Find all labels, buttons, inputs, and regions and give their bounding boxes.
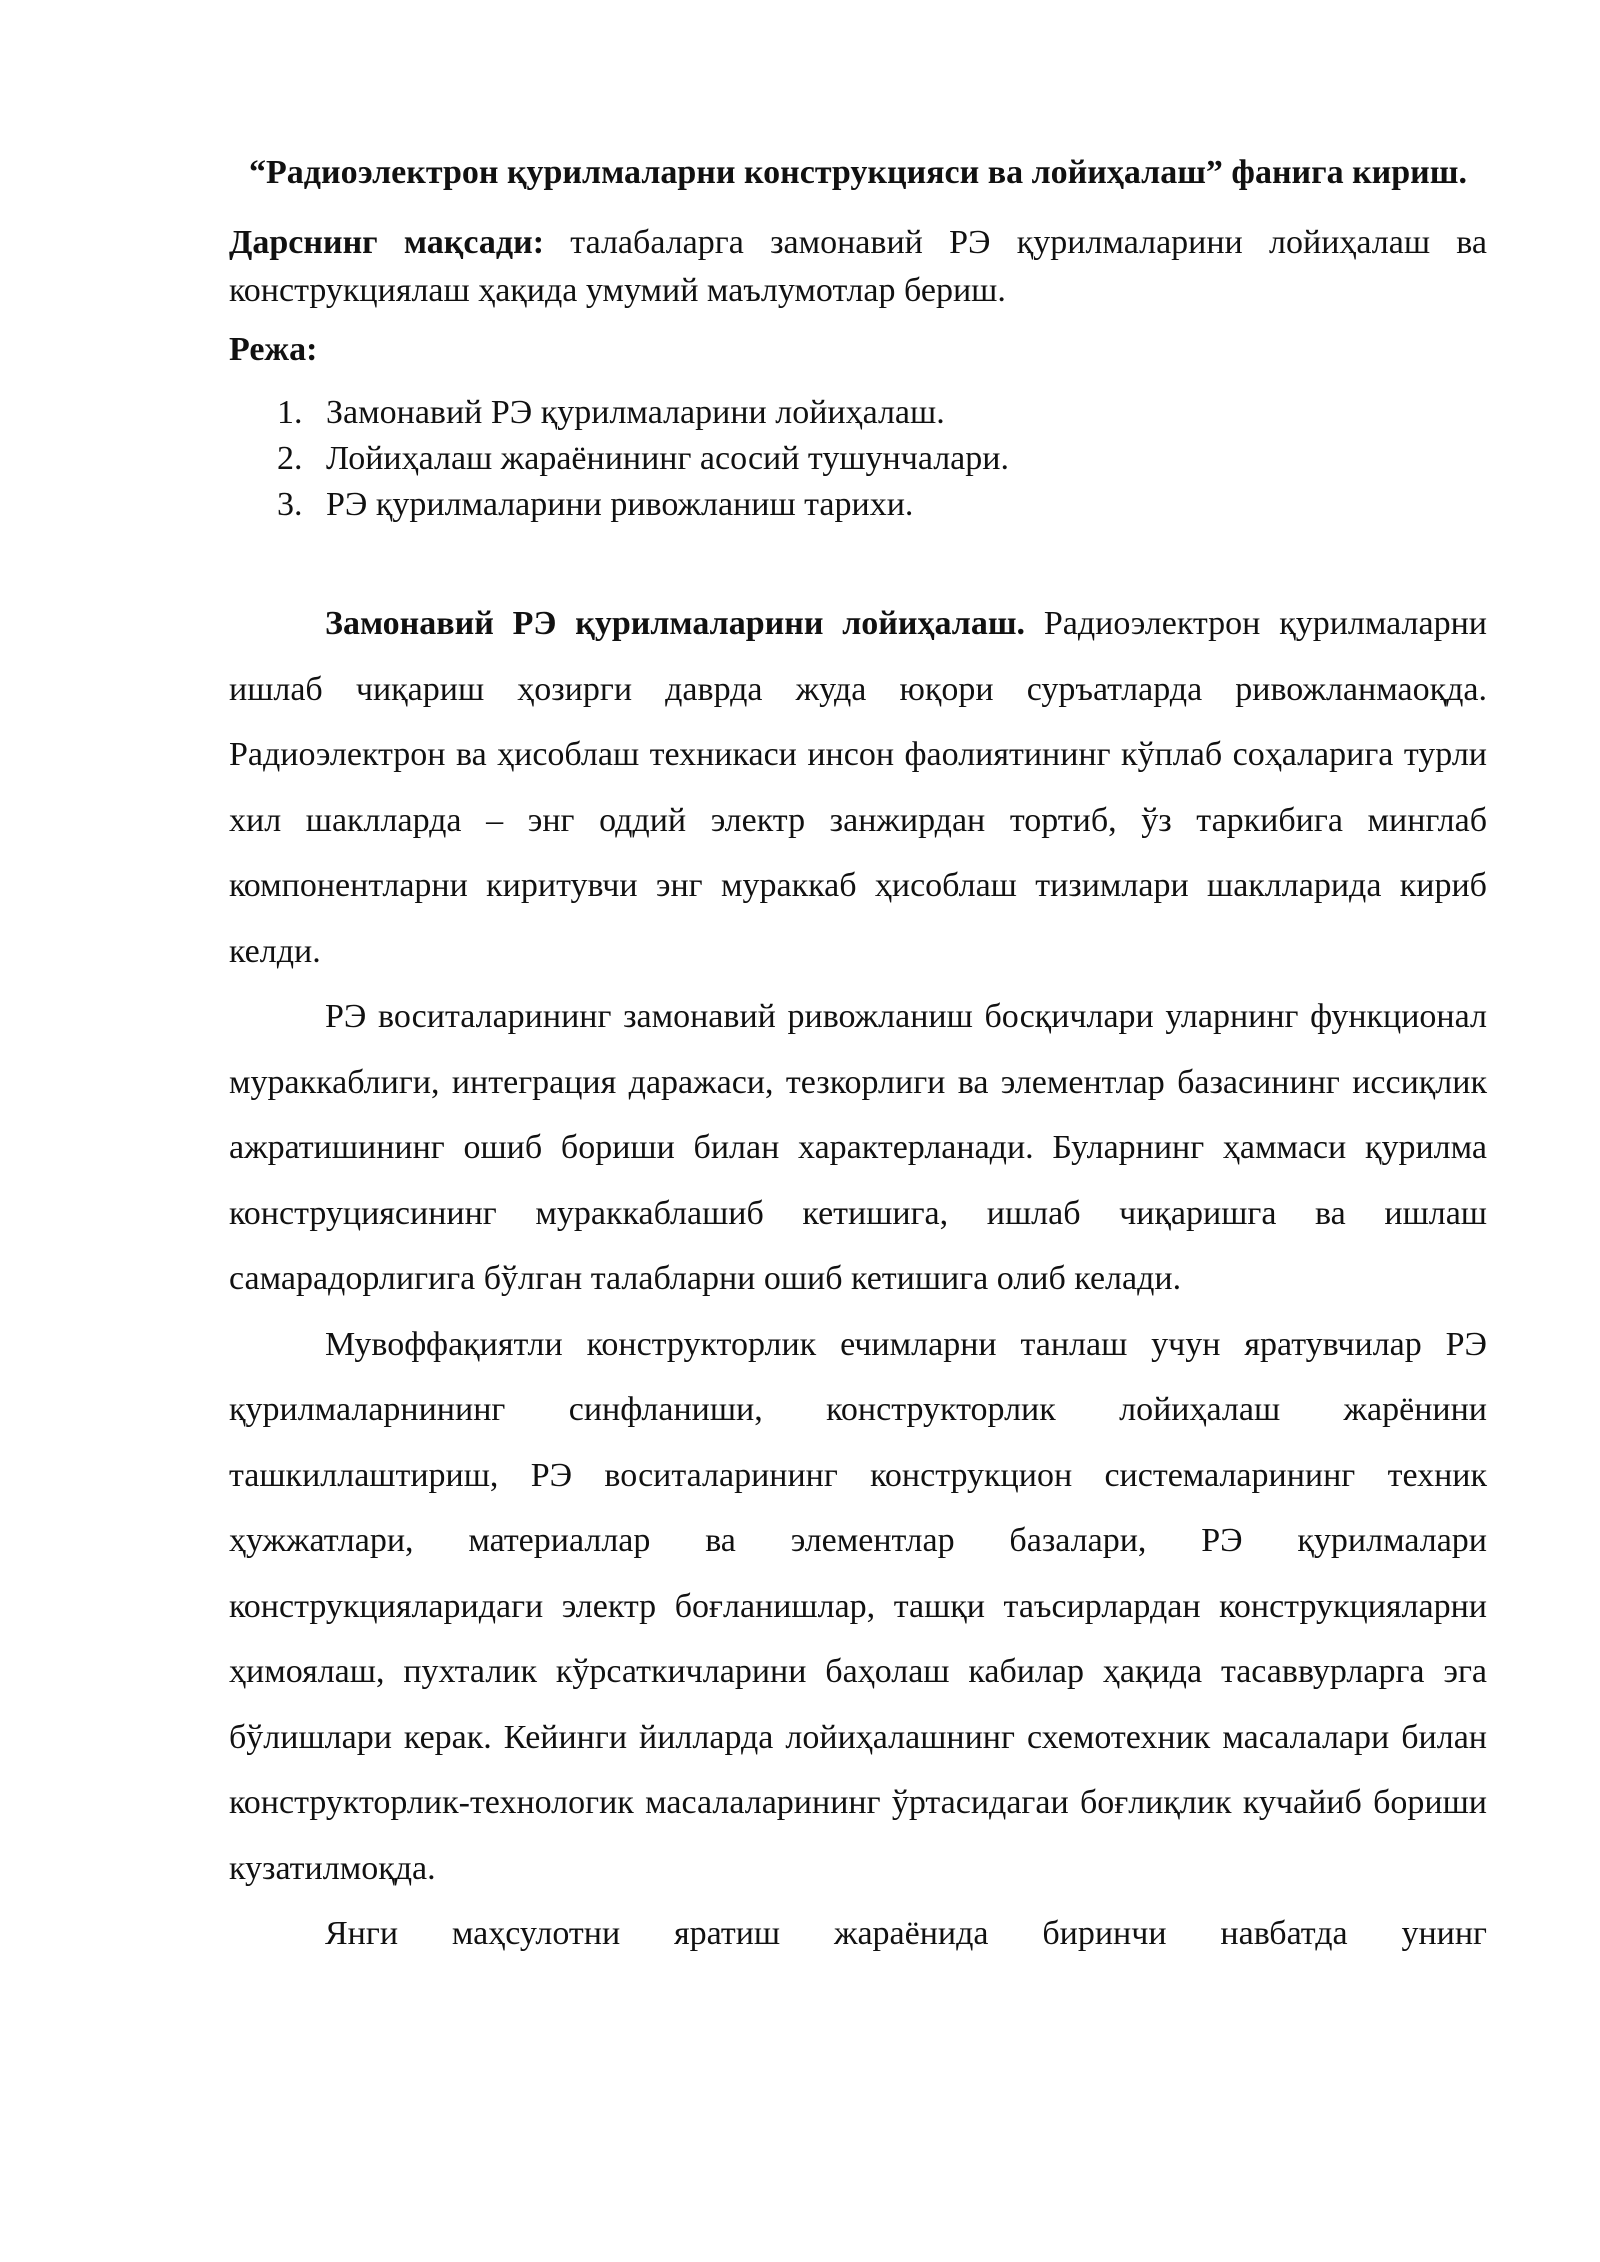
document-page: [229, 150, 1487, 1967]
plan-item: [229, 436, 1487, 482]
paragraph: [229, 1901, 1487, 1967]
paragraph-text: Радиоэлектрон қурилмаларни ишлаб чиқариш ҳозирги даврда жуда юқори суръатларда ривожланмаоқда. Радиоэлектрон ва ҳисоблаш техникаси инсон фаолиятининг кўплаб соҳаларига турли хил шаклларда – энг оддий электр занжирдан тортиб, ўз таркибига минглаб компонентларни киритувчи энг мураккаб ҳисоблаш тизимлари шаклларида кириб келди.: [229, 605, 1487, 970]
plan-item-text: Лойиҳалаш жараёнининг асосий тушунчалари.: [326, 440, 1009, 477]
paragraph: [229, 984, 1487, 1312]
paragraph-text: Мувоффақиятли конструкторлик ечимларни танлаш учун яратувчилар РЭ қурилмаларнининг синфланиши, конструкторлик лойиҳалаш жарёнини ташкиллаштириш, РЭ воситаларининг конструкцион системаларининг техник ҳужжатлари, материаллар ва элементлар базалари, РЭ қурилмалари конструкцияларидаги электр боғланишлар, ташқи таъсирлардан конструкцияларни ҳимоялаш, пухталик кўрсаткичларини баҳолаш кабилар ҳақида тасаввурларга эга бўлишлари керак. Кейинги йилларда лойиҳалашнинг схемотехник масалалари билан конструкторлик-технологик масалаларининг ўртасидагаи боғлиқлик кучайиб бориши кузатилмоқда.: [229, 1325, 1487, 1887]
plan-item-text: РЭ қурилмаларини ривожланиш тарихи.: [326, 486, 914, 523]
lesson-purpose-text: талабаларга замонавий РЭ қурилмаларини лойиҳалаш ва конструкциялаш ҳақида умумий маълумотлар бериш.: [229, 224, 1487, 309]
plan-item: [229, 390, 1487, 436]
paragraph: [229, 1312, 1487, 1902]
plan-heading: Режа:: [229, 331, 318, 368]
lesson-purpose: [229, 219, 1487, 315]
paragraph-text: Янги маҳсулотни яратиш жараёнида биринчи навбатда унинг: [325, 1915, 1487, 1952]
plan-item: [229, 482, 1487, 528]
paragraph: [229, 591, 1487, 984]
document-title: “Радиоэлектрон қурилмаларни конструкцияси ва лойиҳалаш” фанига кириш.: [249, 154, 1467, 191]
lesson-purpose-label: Дарснинг мақсади:: [229, 224, 545, 261]
plan-item-number: 3.: [277, 486, 303, 523]
paragraph-text: РЭ воситаларининг замонавий ривожланиш босқичлари уларнинг функционал мураккаблиги, интеграция даражаси, тезкорлиги ва элементлар базасининг иссиқлик ажратишининг ошиб бориши билан характерланади. Буларнинг ҳаммаси қурилма конструциясининг мураккаблашиб кетишига, ишлаб чиқаришга ва ишлаш самарадорлигига бўлган талабларни ошиб кетишига олиб келади.: [229, 998, 1487, 1297]
body-text: [229, 591, 1487, 1967]
section-heading: Замонавий РЭ қурилмаларини лойиҳалаш.: [325, 605, 1026, 642]
plan-list: [229, 390, 1487, 528]
plan-item-number: 1.: [277, 394, 303, 431]
plan-item-number: 2.: [277, 440, 303, 477]
plan-item-text: Замонавий РЭ қурилмаларини лойиҳалаш.: [326, 394, 945, 431]
